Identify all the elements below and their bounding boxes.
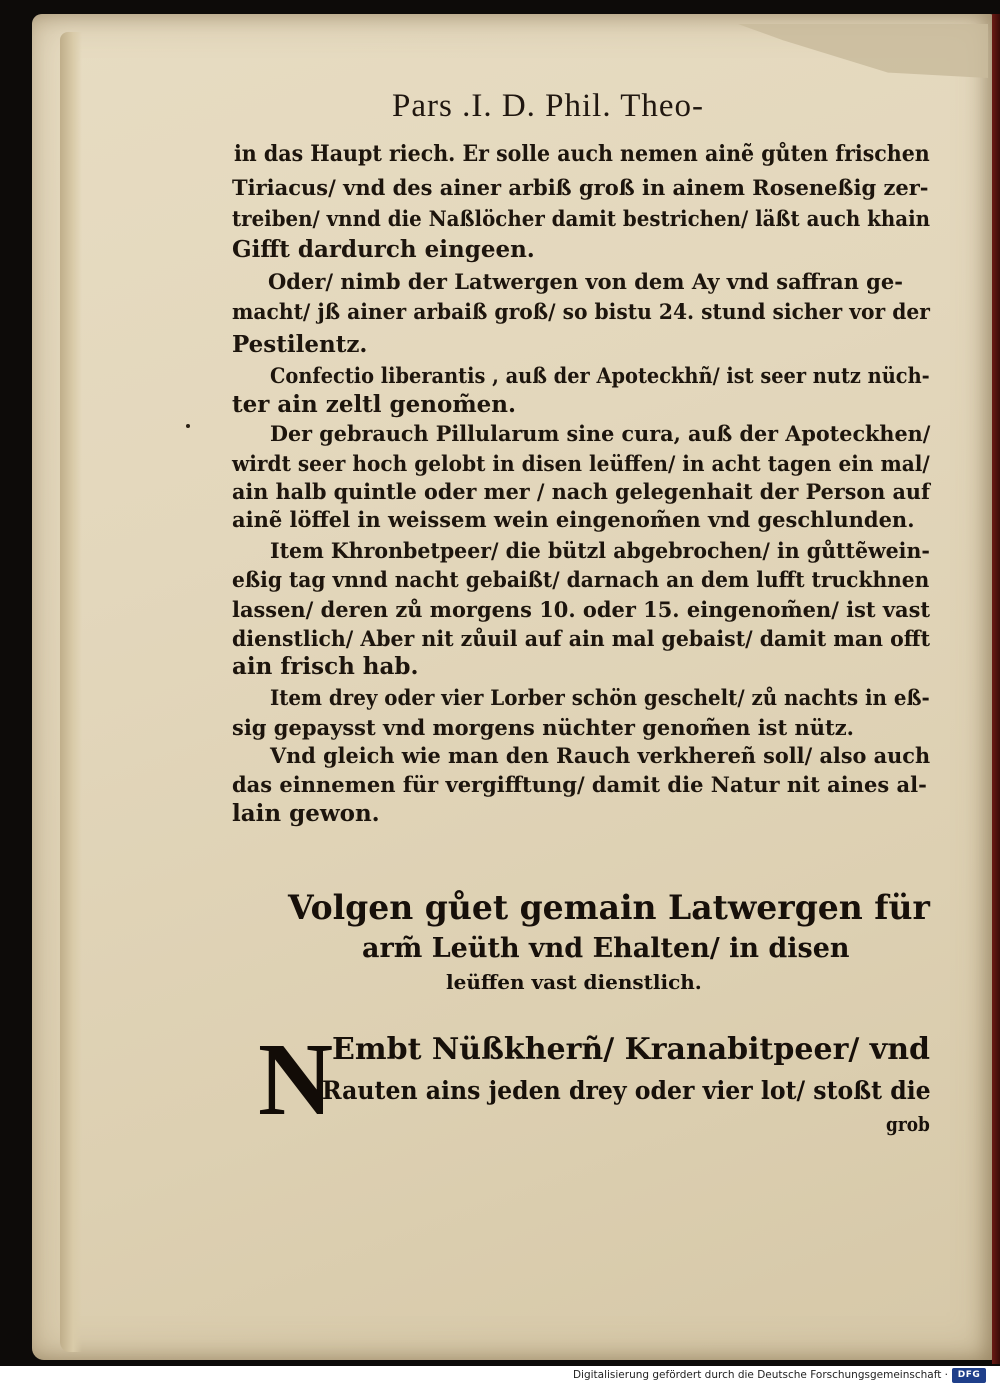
funding-credit: Digitalisierung gefördert durch die Deutsche Forschungsgemeinschaft · bbox=[572, 1369, 948, 1381]
body-line: Vnd gleich wie man den Rauch verkhereñ soll/ also auch bbox=[270, 743, 931, 768]
body-line: Tiriacus/ vnd des ainer arbiß groß in ainem Roseneßig zer- bbox=[232, 175, 929, 200]
section-heading-line: arm̃ Leüth vnd Ehalten/ in disen bbox=[362, 933, 850, 964]
section-heading-line: Volgen gůet gemain Latwergen für bbox=[288, 888, 930, 928]
recipe-line: Rauten ains jeden drey oder vier lot/ stoßt die bbox=[322, 1076, 931, 1105]
body-line: ain frisch hab. bbox=[232, 653, 419, 680]
body-line: lassen/ deren zů morgens 10. oder 15. eingenom̃en/ ist vast bbox=[232, 597, 931, 622]
body-line: Gifft dardurch eingeen. bbox=[232, 236, 535, 263]
recipe-line: Embt Nüßkherñ/ Kranabitpeer/ vnd bbox=[332, 1032, 930, 1067]
body-line: Item drey oder vier Lorber schön geschelt/ zů nachts in eß- bbox=[270, 685, 930, 710]
body-line: ter ain zeltl genom̃en. bbox=[232, 391, 517, 418]
body-line: lain gewon. bbox=[232, 800, 380, 827]
body-line: treiben/ vnnd die Naßlöcher damit bestrichen/ läßt auch khain bbox=[232, 206, 931, 231]
footer-bar bbox=[0, 1366, 1000, 1387]
body-line: Pestilentz. bbox=[232, 331, 368, 358]
body-line: in das Haupt riech. Er solle auch nemen ainẽ gůten frischen bbox=[234, 141, 930, 167]
body-line: Oder/ nimb der Latwergen von dem Ay vnd saffran ge- bbox=[268, 269, 903, 294]
body-line: Confectio liberantis , auß der Apoteckhñ/ ist seer nutz nüch- bbox=[270, 363, 930, 388]
body-line: Item Khronbetpeer/ die bützl abgebrochen/ in gůttẽwein- bbox=[270, 538, 930, 563]
catchword: grob bbox=[886, 1112, 930, 1136]
body-line: Der gebrauch Pillularum sine cura, auß der Apoteckhen/ bbox=[270, 421, 931, 446]
body-line: das einnemen für vergifftung/ damit die Natur nit aines al- bbox=[232, 772, 927, 797]
body-line: eßig tag vnnd nacht gebaißt/ darnach an dem lufft truckhnen bbox=[232, 567, 930, 592]
drop-cap-initial: N bbox=[258, 1022, 334, 1137]
body-line: wirdt seer hoch gelobt in disen leüffen/ in acht tagen ein mal/ bbox=[232, 451, 930, 476]
section-heading-line: leüffen vast dienstlich. bbox=[446, 970, 702, 994]
dfg-logo-icon[interactable]: DFG bbox=[952, 1368, 986, 1383]
body-line: sig gepaysst vnd morgens nüchter genom̃en ist nütz. bbox=[232, 715, 854, 740]
body-line: ainẽ löffel in weissem wein eingenom̃en vnd geschlunden. bbox=[232, 507, 915, 532]
body-line: ain halb quintle oder mer / nach gelegenhait der Person auf bbox=[232, 479, 930, 504]
body-line: macht/ jß ainer arbaiß groß/ so bistu 24. stund sicher vor der bbox=[232, 299, 930, 324]
body-line: dienstlich/ Aber nit zůuil auf ain mal gebaist/ damit man offt bbox=[232, 626, 931, 651]
running-header: Pars .I. D. Phil. Theo- bbox=[392, 88, 705, 124]
